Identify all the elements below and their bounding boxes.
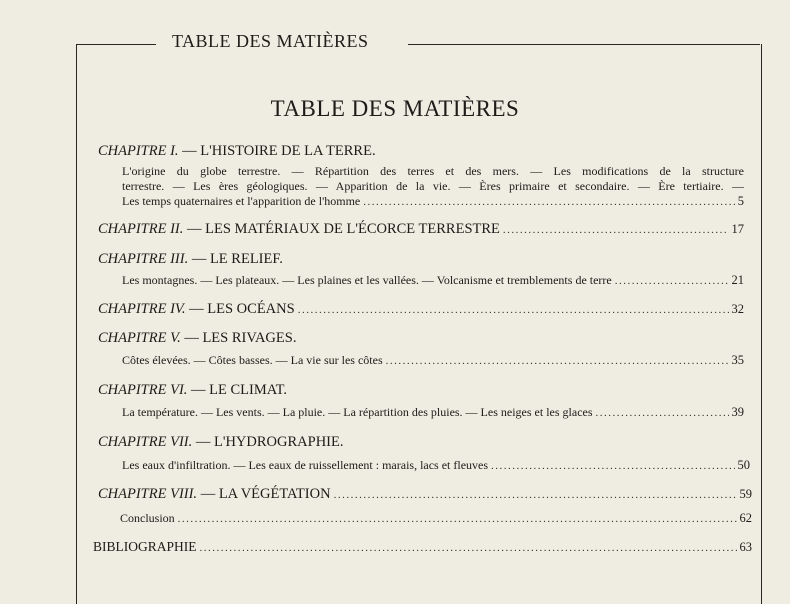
chapter-6-desc-line: La température. — Les vents. — La pluie. — La répartition des pluies. — Les neiges et les glaces [122,405,593,419]
page-number: 5 [737,194,744,208]
conclusion-label: Conclusion [120,511,175,525]
chapter-title: — LA VÉGÉTATION [200,486,331,502]
chapter-7-heading [98,434,343,451]
chapter-6-heading [98,382,287,399]
chapter-3-heading [98,251,283,268]
chapter-3-desc-line: Les montagnes. — Les plateaux. — Les plaines et les vallées. — Volcanisme et tremblements de terre [122,273,612,287]
chapter-1-desc-line: L'origine du globe terrestre. — Répartition des terres et des mers. — Les modifications de la structure [122,164,744,178]
chapter-5-heading [98,330,296,347]
chapter-4-entry [98,301,744,318]
chapter-7-desc-line: Les eaux d'infiltration. — Les eaux de ruissellement : marais, lacs et fleuves [122,458,489,472]
chapter-title: — LES RIVAGES. [184,330,297,346]
leader-dots [200,542,737,554]
page-title: TABLE DES MATIÈRES [270,96,520,121]
page-number: 17 [731,222,744,236]
conclusion-entry [120,511,752,526]
chapter-number: CHAPITRE V. [98,330,181,346]
chapter-number: CHAPITRE III. [98,251,189,267]
chapter-title: — LES MATÉRIAUX DE L'ÉCORCE TERRESTRE [187,221,500,237]
chapter-1-entry [122,194,744,209]
chapter-number: CHAPITRE VII. [98,434,193,450]
running-head: TABLE DES MATIÈRES [172,31,369,51]
chapter-1-heading [98,143,376,160]
leader-dots [503,224,729,236]
page-number: 50 [737,458,750,472]
chapter-title: — L'HYDROGRAPHIE. [195,434,344,450]
chapter-number: CHAPITRE IV. [98,301,186,317]
chapter-title: — LE CLIMAT. [191,382,288,398]
chapter-3-entry [122,273,744,288]
page-number: 21 [731,273,744,287]
leader-dots [596,407,729,419]
bibliography-entry [93,539,752,555]
leader-dots [178,513,737,525]
leader-dots [298,304,729,316]
chapter-1-desc-line: Les temps quaternaires et l'apparition de l'homme [122,194,361,208]
chapter-number: CHAPITRE I. [98,143,179,159]
chapter-number: CHAPITRE VI. [98,382,188,398]
chapter-2-entry [98,221,744,238]
leader-dots [386,355,729,367]
chapter-5-entry [122,353,744,368]
page-number: 39 [731,405,744,419]
chapter-6-entry [122,405,744,420]
chapter-5-desc-line: Côtes élevées. — Côtes basses. — La vie sur les côtes [122,353,383,367]
leader-dots [363,196,735,208]
chapter-1-desc-line: terrestre. — Les ères géologiques. — Apparition de la vie. — Ères primaire et secondaire. — Ère tertiaire. — [122,179,744,193]
bibliography-label: BIBLIOGRAPHIE [93,539,197,554]
chapter-number: CHAPITRE II. [98,221,184,237]
page-number: 32 [731,302,744,316]
leader-dots [491,460,734,472]
chapter-title: — L'HISTOIRE DE LA TERRE. [182,143,376,159]
leader-dots [334,489,737,501]
page-number: 35 [731,353,744,367]
page-number: 59 [739,487,752,501]
chapter-7-entry [122,458,750,473]
chapter-number: CHAPITRE VIII. [98,486,198,502]
page-number: 63 [739,540,752,554]
page-number: 62 [739,511,752,525]
chapter-title: — LES OCÉANS [189,301,295,317]
chapter-title: — LE RELIEF. [191,251,283,267]
leader-dots [615,275,729,287]
chapter-8-entry [98,486,752,503]
